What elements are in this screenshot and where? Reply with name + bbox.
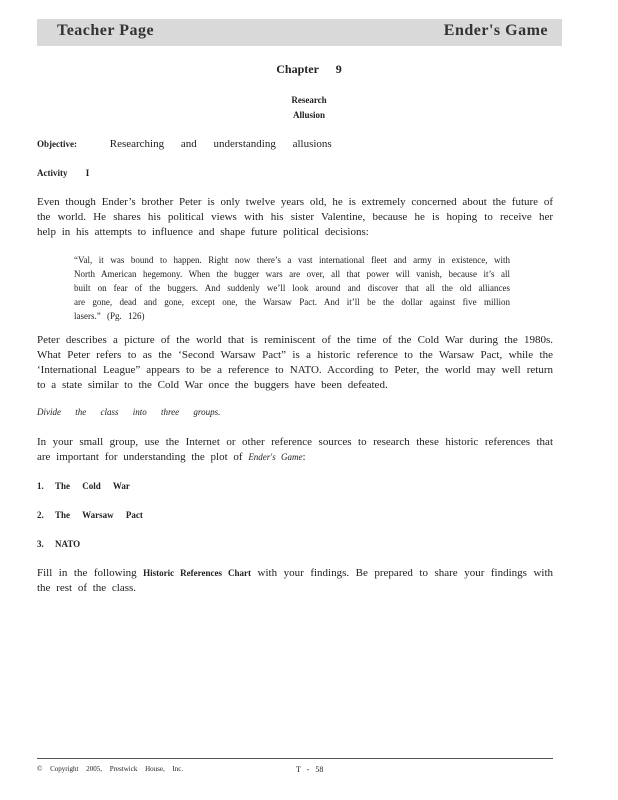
objective-label: Objective: <box>37 139 77 149</box>
list-item <box>37 539 80 549</box>
header-teacher-page: Teacher Page <box>57 22 155 39</box>
research-end: : <box>302 451 306 463</box>
list-item-number: 3. <box>37 539 44 549</box>
list-item-label: NATO <box>55 539 81 549</box>
chapter-heading: Chapter 9 <box>276 62 342 76</box>
section-allusion: Allusion <box>292 110 325 120</box>
fill-after: with your findings. Be prepared to share your findings with the rest of the class. <box>37 567 554 594</box>
list-item <box>37 510 143 520</box>
footer-page-number: T - 58 <box>296 765 324 774</box>
list-item-label: The Warsaw Pact <box>55 510 143 520</box>
activity-heading: Activity I <box>37 168 90 178</box>
quote-block: “Val, it was bound to happen. Right now there’s a vast international fleet and army in existence, with North American hegemony. When the bugger wars are over, all that power will vanish, because it’s all built on fear of the buggers. And suddenly we’ll look around and discover that all the old alliances are gone, dead and gone, except one, the Warsaw Pact. And it’ll be the dollar against five million lasers.” (Pg. 126) <box>74 255 510 321</box>
chart-name: Historic References Chart <box>143 568 252 578</box>
header-book-title: Ender's Game <box>443 22 548 39</box>
intro-paragraph: Even though Ender’s brother Peter is only twelve years old, he is extremely concerned about the future of the world. He shares his political views with his sister Valentine, because he is hoping to receive her help in his attempts to influence and shape future political decisions: <box>37 196 553 238</box>
objective-text: Researching and understanding allusions <box>109 138 332 150</box>
discussion-paragraph: Peter describes a picture of the world that is reminiscent of the time of the Cold War during the 1980s. What Peter refers to as the ‘Second Warsaw Pact” is a historic reference to the Warsaw Pact, while the ‘International League” appears to be a reference to NATO. According to Peter, the world may well return to a state similar to the Cold War once the buggers have been defeated. <box>37 334 553 391</box>
list-item-number: 2. <box>37 510 44 520</box>
fill-paragraph <box>37 566 553 596</box>
header-bar <box>37 19 562 46</box>
fill-before: Fill in the following <box>37 567 137 579</box>
footer-divider <box>37 758 553 759</box>
list-item <box>37 481 130 491</box>
footer-copyright: © Copyright 2005, Prestwick House, Inc. <box>37 765 184 773</box>
list-item-label: The Cold War <box>55 481 130 491</box>
research-paragraph <box>37 435 553 465</box>
objective <box>37 138 332 150</box>
book-title-italic: Ender's Game <box>248 452 303 462</box>
instruction-text: Divide the class into three groups. <box>37 407 221 417</box>
section-research: Research <box>291 95 327 105</box>
list-item-number: 1. <box>37 481 44 491</box>
research-text: In your small group, use the Internet or other reference sources to research these historic references that are important for understanding the plot of <box>37 436 553 463</box>
